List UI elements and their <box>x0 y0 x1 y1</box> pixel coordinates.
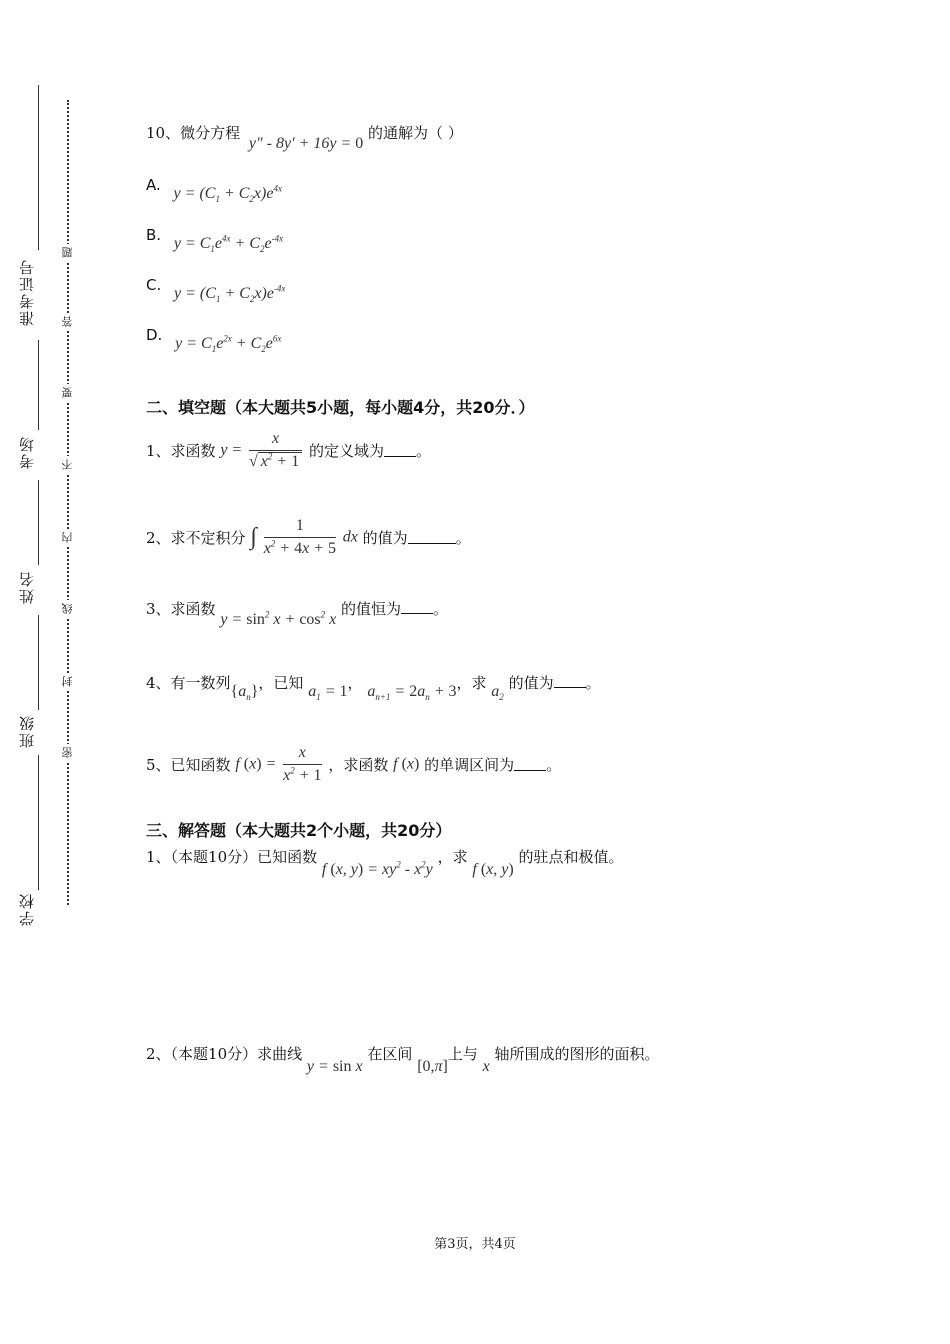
dx: dx <box>342 528 358 546</box>
fill-question-4 <box>146 672 601 703</box>
curve-formula: y = sin x <box>306 1058 363 1075</box>
question-prefix: 3、求函数 <box>146 600 216 618</box>
question-prefix: 1、求函数 <box>146 442 216 460</box>
mid-text: ，求函数 <box>328 756 389 774</box>
question-suffix: 的值为 <box>508 674 554 692</box>
option-label: C. <box>146 276 162 294</box>
question-suffix: 的值为 <box>362 529 408 547</box>
domain-formula: y = <box>220 441 243 459</box>
solve-question-2 <box>146 1043 660 1075</box>
option-d[interactable] <box>146 326 282 355</box>
fill-question-1 <box>146 430 431 471</box>
a2-formula: $a_2$ <box>491 683 504 703</box>
recurrence-formula: $a_{n+1} = 2a_n + 3$ <box>367 683 457 703</box>
question-end: 。 <box>416 442 432 460</box>
equation-formula: y″ - 8y′ + 16y = 0 <box>248 135 364 152</box>
axis-variable: x <box>482 1058 490 1075</box>
ask-text: ，求 <box>456 674 487 692</box>
answer-blank[interactable] <box>408 531 456 544</box>
option-b[interactable] <box>146 226 284 255</box>
binding-line-3 <box>38 480 39 565</box>
seal-char: 内 <box>60 529 76 546</box>
question-end: 。 <box>585 674 601 692</box>
mid-text-2: 上与 <box>447 1045 478 1063</box>
question-suffix: 的驻点和极值。 <box>518 848 624 866</box>
question-suffix: 轴所围成的图形的面积。 <box>494 1045 660 1063</box>
question-prefix: 5、已知函数 <box>146 756 231 774</box>
binding-line-2 <box>38 340 39 430</box>
question-suffix: 的通解为（ ） <box>368 124 463 142</box>
option-c[interactable] <box>146 276 286 305</box>
name-label: 姓名 <box>18 570 36 604</box>
seal-dotted-line <box>67 100 69 905</box>
answer-blank[interactable] <box>514 758 546 771</box>
option-formula: $y = (C_1 + C_2x)e^{-4x}$ <box>174 283 286 305</box>
fill-question-2 <box>146 517 471 558</box>
question-prefix: 2、求不定积分 <box>146 529 246 547</box>
option-formula: $y = C_1e^{2x} + C_2e^{6x}$ <box>175 333 282 355</box>
function-ref: f (x) <box>393 755 420 773</box>
answer-blank[interactable] <box>384 444 416 457</box>
option-formula: $y = (C_1 + C_2x)e^{4x}$ <box>173 183 282 205</box>
solve-question-1 <box>146 846 624 878</box>
binding-line-5 <box>38 755 39 890</box>
fraction: $\frac{x}{x^2 + 1}$ <box>283 744 322 784</box>
question-prefix: 2、（本题10分）求曲线 <box>146 1045 303 1063</box>
seal-char: 封 <box>60 673 76 690</box>
question-prefix: 1、（本题10分）已知函数 <box>146 848 318 866</box>
question-end: 。 <box>433 600 449 618</box>
answer-blank[interactable] <box>554 675 586 688</box>
option-a[interactable] <box>146 176 282 205</box>
question-number: 10、微分方程 <box>146 124 241 142</box>
function-formula: f (x, $y) = xy^2 - x^2y$ <box>321 859 433 878</box>
a1-formula: $a_1 = 1$ <box>308 683 348 703</box>
seal-char: 题 <box>60 244 76 261</box>
seal-char: 要 <box>60 384 76 401</box>
class-label: 班级 <box>18 714 36 748</box>
option-label: A. <box>146 176 161 194</box>
function-formula: f (x) = <box>235 755 277 773</box>
question-suffix: 的值恒为 <box>341 600 402 618</box>
section-2-title: 二、填空题（本大题共5小题，每小题4分，共20分．） <box>146 398 535 417</box>
seal-char: 密 <box>60 744 76 761</box>
fill-question-3 <box>146 598 449 628</box>
fraction: $\frac{x}{√ x^2 + 1}$ <box>249 430 302 471</box>
binding-line-4 <box>38 615 39 710</box>
given-text: ，已知 <box>258 674 304 692</box>
fill-question-5 <box>146 744 561 785</box>
option-formula: $y = C_1e^{4x} + C_2e^{-4x}$ <box>173 233 284 255</box>
school-label: 学校 <box>18 892 36 926</box>
question-suffix: 的单调区间为 <box>424 756 515 774</box>
trig-formula: $y = \sin^2 x + \cos^2 x$ <box>220 609 337 628</box>
question-prefix: 4、有一数列 <box>146 674 231 692</box>
integral-sign: ∫ <box>250 524 257 550</box>
seal-char: 不 <box>60 456 76 473</box>
answer-blank[interactable] <box>401 601 433 614</box>
option-label: B. <box>146 226 162 244</box>
interval-formula: [0,π] <box>417 1058 448 1075</box>
question-suffix: 的定义域为 <box>308 442 384 460</box>
function-ref: f (x, y) <box>472 861 514 878</box>
seal-char: 答 <box>60 313 76 330</box>
option-label: D. <box>146 326 163 344</box>
binding-line-1 <box>38 85 39 250</box>
mid-text-1: 在区间 <box>367 1045 413 1063</box>
question-end: 。 <box>546 756 562 774</box>
separator: ， <box>347 674 363 692</box>
fraction: $\frac{1}{x^2 + 4x + 5}$ <box>263 517 336 557</box>
exam-id-label: 准考证号 <box>18 258 36 326</box>
sequence-formula: $\{a_n\}$ <box>230 683 259 703</box>
section-3-title: 三、解答题（本大题共2个小题，共20分） <box>146 821 452 840</box>
exam-room-label: 考场 <box>18 435 36 469</box>
question-10 <box>146 122 463 152</box>
mid-text: ，求 <box>437 848 468 866</box>
question-end: 。 <box>455 529 471 547</box>
seal-char: 线 <box>60 600 76 617</box>
page-footer: 第3页，共4页 <box>434 1237 516 1252</box>
